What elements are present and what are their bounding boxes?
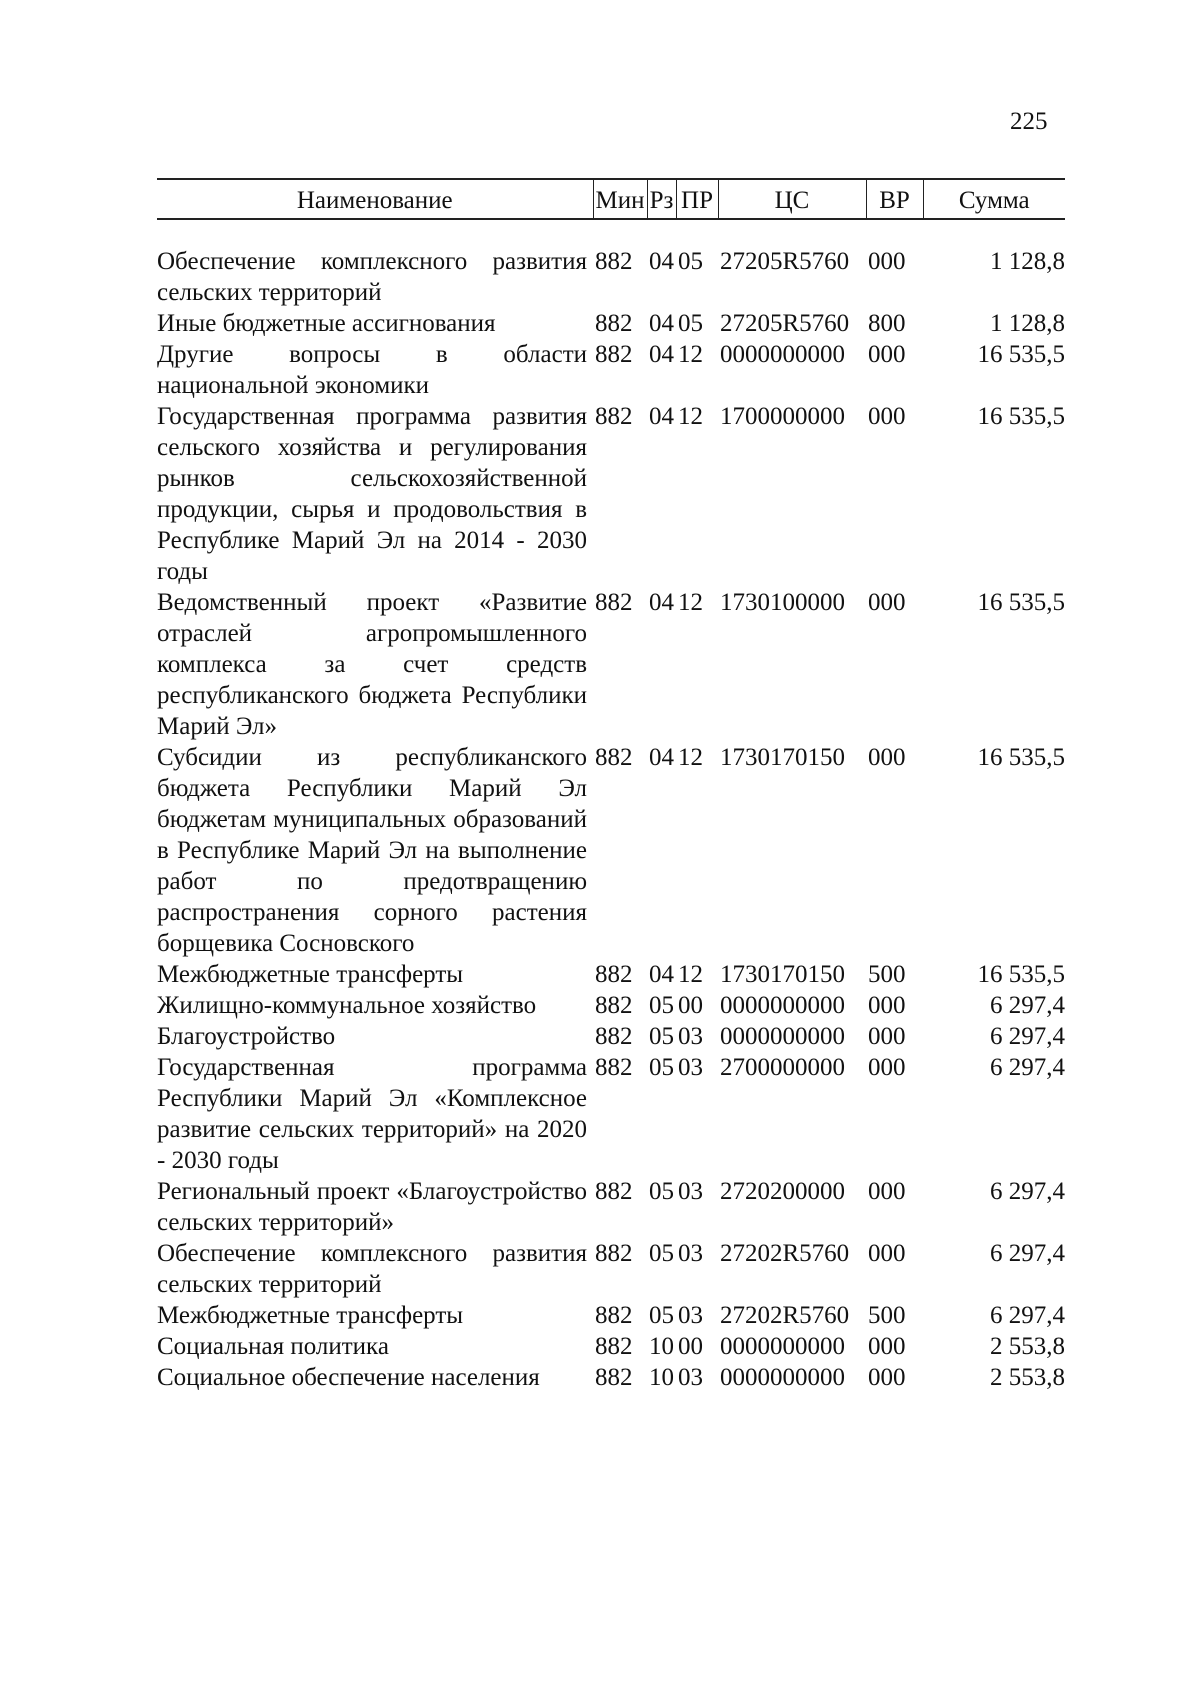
row-sum: 2 553,8	[990, 1333, 1065, 1360]
row-vr: 000	[868, 1364, 906, 1391]
row-vr: 000	[868, 1178, 906, 1205]
row-vr: 000	[868, 1023, 906, 1050]
row-vr: 800	[868, 310, 906, 337]
row-min: 882	[595, 1178, 633, 1205]
row-cs: 27205R5760	[720, 248, 850, 275]
table-row	[157, 587, 1065, 742]
row-rz: 05	[649, 1178, 674, 1205]
row-cs: 1730100000	[720, 589, 845, 616]
row-cs: 0000000000	[720, 1364, 845, 1391]
row-pr: 12	[678, 744, 703, 771]
table-row	[157, 1238, 1065, 1300]
row-min: 882	[595, 1054, 633, 1081]
row-pr: 12	[678, 961, 703, 988]
row-pr: 03	[678, 1178, 703, 1205]
row-rz: 04	[649, 310, 674, 337]
row-cs: 1730170150	[720, 961, 845, 988]
row-sum: 16 535,5	[977, 744, 1065, 771]
row-vr: 000	[868, 341, 906, 368]
row-sum: 16 535,5	[977, 341, 1065, 368]
row-min: 882	[595, 1240, 633, 1267]
row-vr: 000	[868, 248, 906, 275]
row-vr: 000	[868, 589, 906, 616]
row-vr: 500	[868, 961, 906, 988]
row-min: 882	[595, 1302, 633, 1329]
row-rz: 04	[649, 341, 674, 368]
table-row	[157, 401, 1065, 587]
header-cs: ЦС	[718, 179, 866, 219]
row-vr: 000	[868, 1333, 906, 1360]
table-row	[157, 308, 1065, 339]
table-row	[157, 339, 1065, 401]
row-pr: 12	[678, 403, 703, 430]
row-pr: 00	[678, 992, 703, 1019]
row-name: Государственная программа развития сельского хозяйства и регулирования рынков сельскохозяйственной продукции, сырья и продовольствия в Республике Марий Эл на 2014 - 2030 годы	[157, 403, 587, 585]
row-min: 882	[595, 1333, 633, 1360]
row-sum: 6 297,4	[990, 1302, 1065, 1329]
row-name: Межбюджетные трансферты	[157, 1302, 464, 1329]
row-rz: 04	[649, 961, 674, 988]
row-sum: 2 553,8	[990, 1364, 1065, 1391]
row-pr: 03	[678, 1023, 703, 1050]
table-body	[157, 219, 1065, 1393]
row-cs: 27202R5760	[720, 1302, 850, 1329]
header-vr: ВР	[866, 179, 923, 219]
row-rz: 05	[649, 1023, 674, 1050]
table-row	[157, 1300, 1065, 1331]
row-min: 882	[595, 403, 633, 430]
table-row	[157, 742, 1065, 959]
row-rz: 04	[649, 403, 674, 430]
row-cs: 1730170150	[720, 744, 845, 771]
row-cs: 1700000000	[720, 403, 845, 430]
row-cs: 0000000000	[720, 1333, 845, 1360]
row-pr: 00	[678, 1333, 703, 1360]
row-cs: 27202R5760	[720, 1240, 850, 1267]
row-cs: 0000000000	[720, 992, 845, 1019]
table-row	[157, 1176, 1065, 1238]
row-min: 882	[595, 341, 633, 368]
row-pr: 03	[678, 1364, 703, 1391]
row-sum: 6 297,4	[990, 1178, 1065, 1205]
table-row	[157, 1021, 1065, 1052]
row-vr: 000	[868, 403, 906, 430]
row-name: Социальная политика	[157, 1333, 389, 1360]
row-cs: 0000000000	[720, 1023, 845, 1050]
table-row	[157, 1052, 1065, 1176]
row-name: Субсидии из республиканского бюджета Республики Марий Эл бюджетам муниципальных образований в Республике Марий Эл на выполнение работ по предотвращению распространения сорного растения борщевика Сосновского	[157, 744, 587, 957]
table-row	[157, 1362, 1065, 1393]
row-name: Другие вопросы в области национальной экономики	[157, 341, 587, 399]
row-pr: 12	[678, 341, 703, 368]
row-cs: 2720200000	[720, 1178, 845, 1205]
row-rz: 05	[649, 1302, 674, 1329]
row-cs: 0000000000	[720, 341, 845, 368]
row-rz: 04	[649, 248, 674, 275]
row-sum: 1 128,8	[990, 248, 1065, 275]
table-row	[157, 959, 1065, 990]
row-vr: 500	[868, 1302, 906, 1329]
row-min: 882	[595, 589, 633, 616]
row-name: Ведомственный проект «Развитие отраслей агропромышленного комплекса за счет средств республиканского бюджета Республики Марий Эл»	[157, 589, 587, 740]
table-header	[157, 179, 1065, 219]
row-rz: 10	[649, 1364, 674, 1391]
row-vr: 000	[868, 1240, 906, 1267]
row-sum: 16 535,5	[977, 961, 1065, 988]
row-name: Жилищно-коммунальное хозяйство	[157, 992, 537, 1019]
row-min: 882	[595, 1364, 633, 1391]
row-sum: 6 297,4	[990, 992, 1065, 1019]
header-spacer	[157, 219, 1065, 246]
row-pr: 12	[678, 589, 703, 616]
row-cs: 2700000000	[720, 1054, 845, 1081]
budget-table	[157, 178, 1065, 1393]
row-min: 882	[595, 310, 633, 337]
row-min: 882	[595, 248, 633, 275]
row-rz: 05	[649, 992, 674, 1019]
row-pr: 03	[678, 1240, 703, 1267]
row-min: 882	[595, 744, 633, 771]
header-pr: ПР	[676, 179, 718, 219]
header-name: Наименование	[157, 179, 593, 219]
row-name: Региональный проект «Благоустройство сельских территорий»	[157, 1178, 587, 1236]
row-name: Обеспечение комплексного развития сельских территорий	[157, 1240, 587, 1298]
row-pr: 03	[678, 1054, 703, 1081]
row-name: Государственная программа Республики Марий Эл «Комплексное развитие сельских территорий» на 2020 - 2030 годы	[157, 1054, 587, 1174]
row-vr: 000	[868, 1054, 906, 1081]
header-min: Мин	[593, 179, 647, 219]
row-pr: 05	[678, 248, 703, 275]
row-vr: 000	[868, 992, 906, 1019]
row-rz: 05	[649, 1054, 674, 1081]
row-sum: 6 297,4	[990, 1240, 1065, 1267]
row-sum: 1 128,8	[990, 310, 1065, 337]
row-rz: 04	[649, 589, 674, 616]
header-sum: Сумма	[923, 179, 1065, 219]
row-name: Благоустройство	[157, 1023, 336, 1050]
row-rz: 05	[649, 1240, 674, 1267]
row-sum: 16 535,5	[977, 589, 1065, 616]
row-rz: 04	[649, 744, 674, 771]
row-min: 882	[595, 1023, 633, 1050]
row-sum: 6 297,4	[990, 1023, 1065, 1050]
row-name: Иные бюджетные ассигнования	[157, 310, 496, 337]
header-rz: Рз	[647, 179, 676, 219]
page-number: 225	[1010, 108, 1048, 135]
row-pr: 05	[678, 310, 703, 337]
row-min: 882	[595, 961, 633, 988]
row-vr: 000	[868, 744, 906, 771]
table-row	[157, 990, 1065, 1021]
row-sum: 6 297,4	[990, 1054, 1065, 1081]
row-min: 882	[595, 992, 633, 1019]
row-rz: 10	[649, 1333, 674, 1360]
row-sum: 16 535,5	[977, 403, 1065, 430]
table-row	[157, 1331, 1065, 1362]
row-name: Социальное обеспечение населения	[157, 1364, 540, 1391]
row-name: Обеспечение комплексного развития сельских территорий	[157, 248, 587, 306]
row-pr: 03	[678, 1302, 703, 1329]
row-name: Межбюджетные трансферты	[157, 961, 464, 988]
table-row	[157, 246, 1065, 308]
row-cs: 27205R5760	[720, 310, 850, 337]
